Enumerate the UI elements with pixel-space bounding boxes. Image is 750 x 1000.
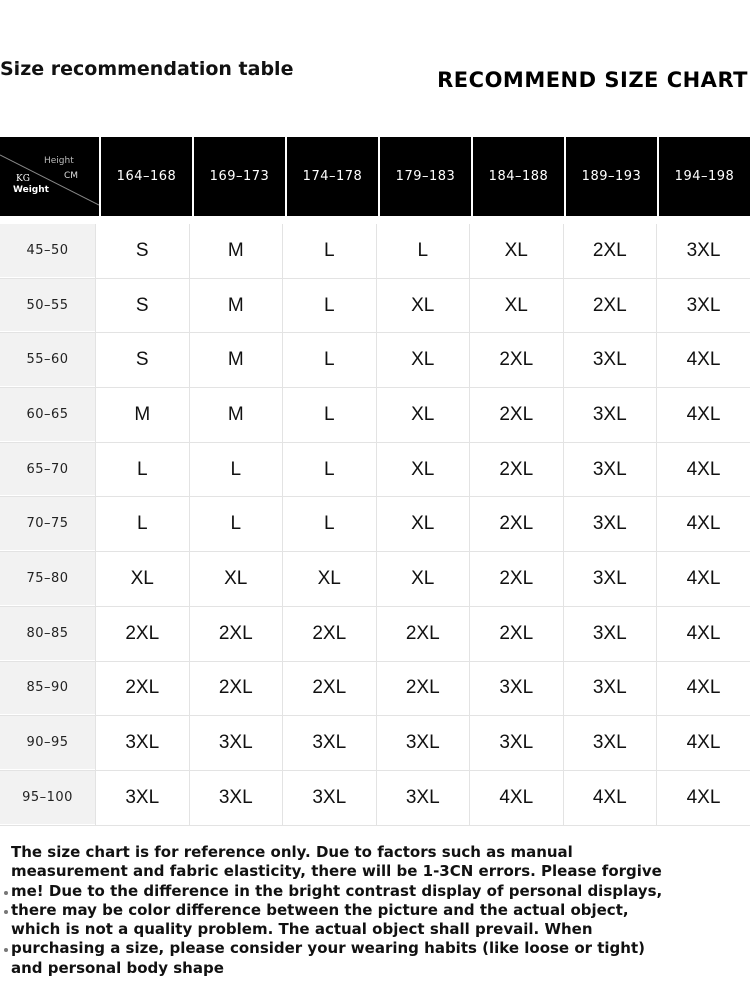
size-cell: 3XL xyxy=(282,771,376,825)
weight-range-cell: 75–80 xyxy=(0,552,95,606)
note-line xyxy=(0,939,750,958)
size-cell: XL xyxy=(376,443,470,497)
size-cell: 3XL xyxy=(563,333,657,387)
size-cell: XL xyxy=(376,497,470,551)
size-cell: 2XL xyxy=(469,552,563,606)
size-cell: 2XL xyxy=(189,662,283,716)
weight-range-cell: 70–75 xyxy=(0,497,95,551)
size-table-body xyxy=(0,224,750,826)
size-cell: L xyxy=(282,443,376,497)
note-line xyxy=(0,920,750,939)
size-cell: 4XL xyxy=(656,662,750,716)
size-cell: 2XL xyxy=(469,388,563,442)
size-cell: 3XL xyxy=(563,607,657,661)
cm-unit-label: CM xyxy=(64,171,79,181)
size-cell: M xyxy=(189,333,283,387)
note-line xyxy=(0,882,750,901)
diagonal-divider xyxy=(0,137,99,216)
size-cell: S xyxy=(95,279,189,333)
size-cell: 3XL xyxy=(376,716,470,770)
size-cell: M xyxy=(189,388,283,442)
weight-range-cell: 45–50 xyxy=(0,224,95,278)
size-cell: 3XL xyxy=(656,224,750,278)
size-cell: L xyxy=(282,497,376,551)
height-header-cell: 174–178 xyxy=(287,137,378,216)
height-axis-label: Height xyxy=(44,156,74,166)
table-row xyxy=(0,607,750,662)
size-cell: L xyxy=(282,224,376,278)
note-text: The size chart is for reference only. Due to factors such as manual xyxy=(11,843,573,861)
size-cell: 2XL xyxy=(469,443,563,497)
size-cell: M xyxy=(95,388,189,442)
size-cell: XL xyxy=(376,388,470,442)
note-text: which is not a quality problem. The actual object shall prevail. When xyxy=(11,920,593,939)
size-cell: XL xyxy=(469,224,563,278)
size-cell: 3XL xyxy=(563,716,657,770)
weight-range-cell: 80–85 xyxy=(0,607,95,661)
size-cell: 2XL xyxy=(376,662,470,716)
note-line xyxy=(0,959,750,978)
size-cell: 2XL xyxy=(469,497,563,551)
table-corner-cell xyxy=(0,137,99,216)
table-row xyxy=(0,224,750,279)
note-line xyxy=(0,843,750,862)
table-row xyxy=(0,771,750,826)
size-cell: XL xyxy=(376,279,470,333)
height-header-cell: 184–188 xyxy=(473,137,564,216)
size-cell: 3XL xyxy=(563,497,657,551)
kg-unit-label: KG xyxy=(16,174,30,184)
size-cell: 2XL xyxy=(563,279,657,333)
weight-range-cell: 95–100 xyxy=(0,771,95,825)
size-cell: 4XL xyxy=(563,771,657,825)
size-cell: 3XL xyxy=(563,388,657,442)
table-row xyxy=(0,388,750,443)
bullet-dot-icon xyxy=(4,891,8,895)
size-cell: L xyxy=(282,279,376,333)
weight-range-cell: 60–65 xyxy=(0,388,95,442)
note-text: measurement and fabric elasticity, there will be 1-3CN errors. Please forgive xyxy=(11,862,662,881)
size-cell: XL xyxy=(189,552,283,606)
size-cell: 2XL xyxy=(189,607,283,661)
chart-heading: RECOMMEND SIZE CHART xyxy=(437,68,748,92)
size-cell: 3XL xyxy=(469,716,563,770)
size-cell: L xyxy=(95,443,189,497)
bullet-dot-icon xyxy=(4,910,8,914)
height-header-cell: 164–168 xyxy=(101,137,192,216)
weight-axis-label: Weight xyxy=(13,185,49,195)
size-cell: 4XL xyxy=(656,716,750,770)
size-cell: 3XL xyxy=(469,662,563,716)
size-cell: 4XL xyxy=(656,607,750,661)
size-cell: 4XL xyxy=(656,552,750,606)
size-cell: 4XL xyxy=(656,388,750,442)
size-cell: 2XL xyxy=(469,607,563,661)
size-cell: 2XL xyxy=(95,607,189,661)
table-row xyxy=(0,716,750,771)
note-line xyxy=(0,862,750,881)
size-cell: L xyxy=(189,497,283,551)
size-cell: 4XL xyxy=(469,771,563,825)
height-header-cell: 189–193 xyxy=(566,137,657,216)
weight-range-cell: 90–95 xyxy=(0,716,95,770)
table-row xyxy=(0,279,750,334)
size-cell: 2XL xyxy=(563,224,657,278)
size-cell: XL xyxy=(469,279,563,333)
height-header-cell: 194–198 xyxy=(659,137,750,216)
note-text: purchasing a size, please consider your wearing habits (like loose or tight) xyxy=(11,939,645,958)
table-row xyxy=(0,552,750,607)
size-notes xyxy=(0,843,750,978)
size-cell: S xyxy=(95,224,189,278)
table-row xyxy=(0,333,750,388)
size-cell: M xyxy=(189,224,283,278)
note-text: me! Due to the difference in the bright contrast display of personal displays, xyxy=(11,881,663,900)
weight-range-cell: 55–60 xyxy=(0,333,95,387)
size-cell: 3XL xyxy=(282,716,376,770)
size-cell: 4XL xyxy=(656,333,750,387)
table-row xyxy=(0,662,750,717)
size-cell: S xyxy=(95,333,189,387)
table-row xyxy=(0,497,750,552)
size-cell: 3XL xyxy=(376,771,470,825)
size-cell: 3XL xyxy=(563,443,657,497)
note-text: there may be color difference between the picture and the actual object, xyxy=(11,900,629,919)
size-cell: XL xyxy=(95,552,189,606)
height-header-cell: 169–173 xyxy=(194,137,285,216)
size-cell: 3XL xyxy=(95,716,189,770)
size-cell: 2XL xyxy=(376,607,470,661)
size-cell: XL xyxy=(282,552,376,606)
size-cell: XL xyxy=(376,552,470,606)
size-cell: L xyxy=(282,388,376,442)
size-cell: XL xyxy=(376,333,470,387)
height-header-cell: 179–183 xyxy=(380,137,471,216)
size-cell: 4XL xyxy=(656,771,750,825)
page-title: Size recommendation table xyxy=(0,58,294,80)
size-cell: 4XL xyxy=(656,443,750,497)
table-row xyxy=(0,443,750,498)
size-cell: 2XL xyxy=(282,662,376,716)
bullet-dot-icon xyxy=(4,948,8,952)
size-cell: 3XL xyxy=(563,552,657,606)
size-cell: 3XL xyxy=(189,771,283,825)
size-cell: M xyxy=(189,279,283,333)
size-cell: 3XL xyxy=(656,279,750,333)
size-cell: L xyxy=(282,333,376,387)
size-cell: 2XL xyxy=(282,607,376,661)
size-cell: 3XL xyxy=(563,662,657,716)
size-cell: 3XL xyxy=(95,771,189,825)
size-cell: L xyxy=(376,224,470,278)
size-cell: L xyxy=(189,443,283,497)
weight-range-cell: 65–70 xyxy=(0,443,95,497)
weight-range-cell: 85–90 xyxy=(0,662,95,716)
size-cell: 4XL xyxy=(656,497,750,551)
note-line xyxy=(0,901,750,920)
size-cell: 3XL xyxy=(189,716,283,770)
size-cell: 2XL xyxy=(95,662,189,716)
table-header xyxy=(0,137,750,216)
size-cell: L xyxy=(95,497,189,551)
size-cell: 2XL xyxy=(469,333,563,387)
note-text: and personal body shape xyxy=(11,958,224,977)
weight-range-cell: 50–55 xyxy=(0,279,95,333)
